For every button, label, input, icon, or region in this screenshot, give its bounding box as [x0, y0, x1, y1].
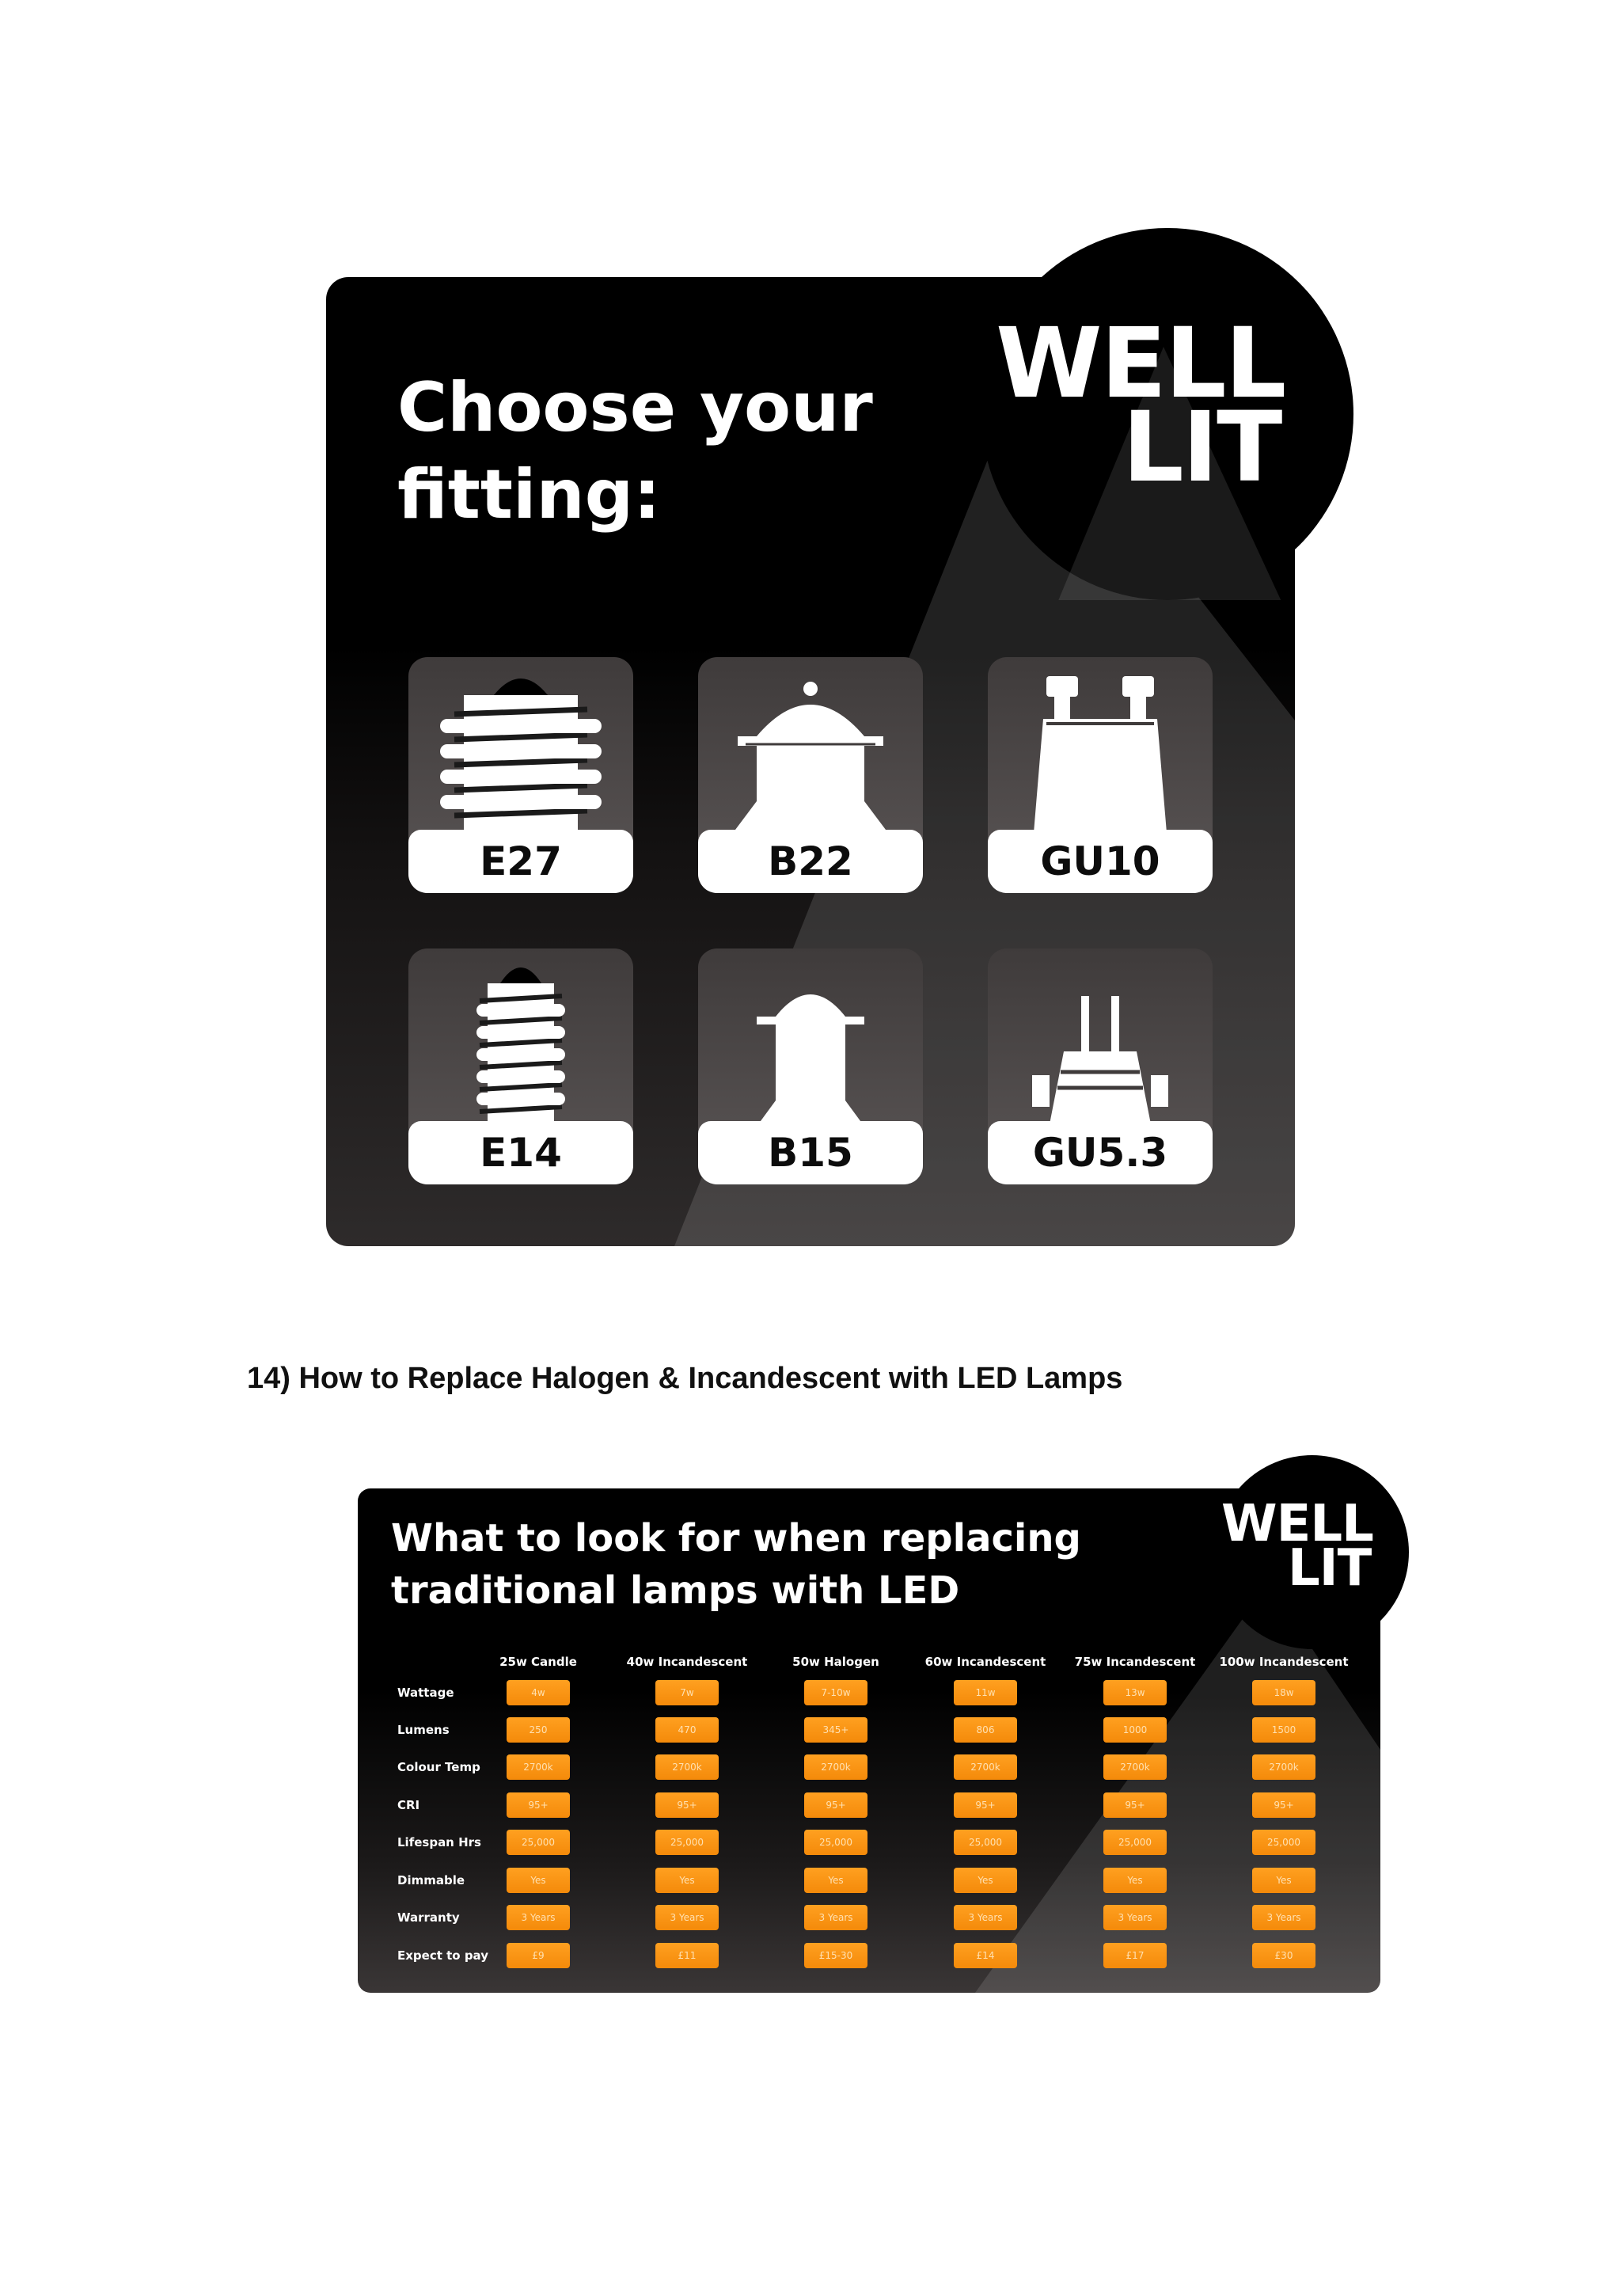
value-badge: 25,000	[954, 1830, 1017, 1855]
gu10-twist-lock-bulb-icon	[988, 657, 1213, 833]
value-badge: 3 Years	[655, 1905, 719, 1930]
logo-line1: WELL	[996, 307, 1285, 420]
logo-line1: WELL	[1221, 1495, 1373, 1553]
fitting-tile-gu53[interactable]	[988, 948, 1213, 1184]
value-badge: 25,000	[1103, 1830, 1167, 1855]
value-badge: 1500	[1252, 1717, 1315, 1743]
fitting-tile-b15[interactable]	[698, 948, 923, 1184]
fitting-label: GU10	[988, 830, 1213, 893]
value-badge: 7w	[655, 1680, 719, 1705]
value-badge: Yes	[954, 1868, 1017, 1893]
column-header: 100w Incandescent	[1219, 1655, 1349, 1669]
row-label: Dimmable	[397, 1873, 465, 1887]
value-badge: 2700k	[804, 1754, 867, 1780]
value-badge: Yes	[1252, 1868, 1315, 1893]
value-badge: 4w	[507, 1680, 570, 1705]
value-badge: Yes	[655, 1868, 719, 1893]
b15-small-bayonet-bulb-icon	[698, 948, 923, 1124]
fitting-label: E14	[408, 1121, 633, 1184]
value-badge: 95+	[954, 1792, 1017, 1818]
replace-title-line1: What to look for when replacing	[391, 1516, 1081, 1560]
value-badge: 806	[954, 1717, 1017, 1743]
row-label: Colour Temp	[397, 1760, 480, 1774]
value-badge: 3 Years	[1103, 1905, 1167, 1930]
column-header: 25w Candle	[499, 1655, 577, 1669]
value-badge: 3 Years	[507, 1905, 570, 1930]
b22-bayonet-bulb-icon	[698, 657, 923, 833]
value-badge: 2700k	[655, 1754, 719, 1780]
value-badge: 3 Years	[1252, 1905, 1315, 1930]
replace-title-line2: traditional lamps with LED	[391, 1568, 960, 1613]
value-badge: 13w	[1103, 1680, 1167, 1705]
column-header: 75w Incandescent	[1074, 1655, 1196, 1669]
value-badge: 345+	[804, 1717, 867, 1743]
value-badge: 95+	[655, 1792, 719, 1818]
row-label: CRI	[397, 1798, 420, 1812]
fitting-tile-e14[interactable]	[408, 948, 633, 1184]
value-badge: 95+	[1103, 1792, 1167, 1818]
fitting-label: E27	[408, 830, 633, 893]
fitting-title	[397, 364, 951, 538]
fitting-title-line1: Choose your	[397, 368, 873, 447]
well-lit-logo	[1215, 1455, 1409, 1649]
value-badge: 95+	[507, 1792, 570, 1818]
value-badge: 25,000	[1252, 1830, 1315, 1855]
value-badge: 18w	[1252, 1680, 1315, 1705]
fitting-title-line2: fitting:	[397, 455, 661, 534]
row-label: Warranty	[397, 1910, 460, 1925]
fitting-label: B15	[698, 1121, 923, 1184]
gu53-bi-pin-bulb-icon	[988, 948, 1213, 1124]
column-header: 40w Incandescent	[626, 1655, 748, 1669]
fitting-tile-e27[interactable]	[408, 657, 633, 893]
value-badge: Yes	[1103, 1868, 1167, 1893]
value-badge: 25,000	[507, 1830, 570, 1855]
value-badge: 95+	[804, 1792, 867, 1818]
section-heading: 14) How to Replace Halogen & Incandescent with LED Lamps	[247, 1362, 1123, 1395]
e27-screw-bulb-icon	[408, 657, 633, 833]
value-badge: £30	[1252, 1943, 1315, 1968]
value-badge: 95+	[1252, 1792, 1315, 1818]
column-header: 60w Incandescent	[924, 1655, 1046, 1669]
row-label: Wattage	[397, 1686, 454, 1700]
value-badge: 2700k	[507, 1754, 570, 1780]
logo-line2: LIT	[1288, 1539, 1372, 1598]
e14-small-screw-bulb-icon	[408, 948, 633, 1124]
value-badge: 11w	[954, 1680, 1017, 1705]
value-badge: 250	[507, 1717, 570, 1743]
replace-title	[391, 1512, 1103, 1617]
value-badge: £9	[507, 1943, 570, 1968]
fitting-label: B22	[698, 830, 923, 893]
value-badge: 1000	[1103, 1717, 1167, 1743]
value-badge: £14	[954, 1943, 1017, 1968]
value-badge: 25,000	[655, 1830, 719, 1855]
row-label: Lumens	[397, 1723, 450, 1737]
value-badge: 2700k	[1252, 1754, 1315, 1780]
value-badge: 3 Years	[804, 1905, 867, 1930]
value-badge: 7-10w	[804, 1680, 867, 1705]
value-badge: 2700k	[954, 1754, 1017, 1780]
value-badge: 25,000	[804, 1830, 867, 1855]
value-badge: Yes	[507, 1868, 570, 1893]
fitting-label: GU5.3	[988, 1121, 1213, 1184]
fitting-tile-gu10[interactable]	[988, 657, 1213, 893]
value-badge: £11	[655, 1943, 719, 1968]
value-badge: 470	[655, 1717, 719, 1743]
logo-line2: LIT	[1122, 391, 1281, 504]
row-label: Expect to pay	[397, 1948, 488, 1963]
value-badge: Yes	[804, 1868, 867, 1893]
value-badge: 3 Years	[954, 1905, 1017, 1930]
well-lit-logo	[981, 228, 1353, 600]
value-badge: £17	[1103, 1943, 1167, 1968]
column-header: 50w Halogen	[792, 1655, 879, 1669]
row-label: Lifespan Hrs	[397, 1835, 481, 1849]
fitting-tile-b22[interactable]	[698, 657, 923, 893]
value-badge: 2700k	[1103, 1754, 1167, 1780]
value-badge: £15-30	[804, 1943, 867, 1968]
